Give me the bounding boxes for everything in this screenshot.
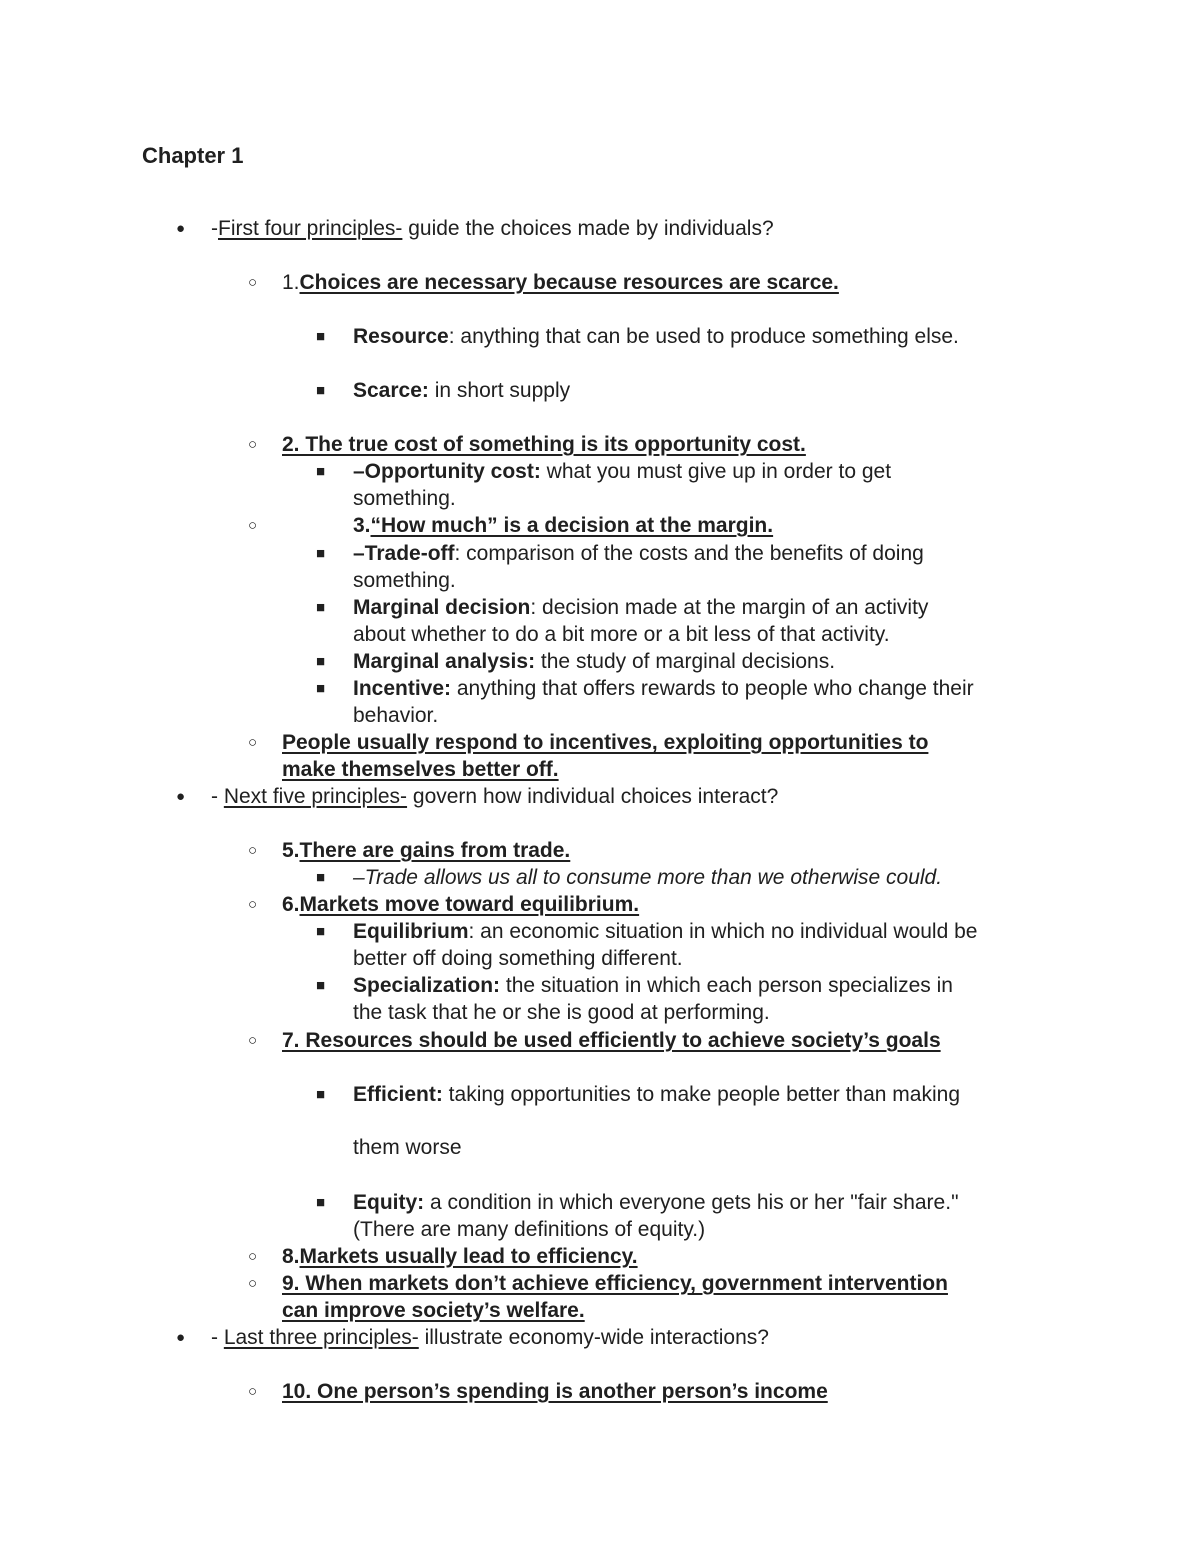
definition-equilibrium: Equilibrium: an economic situation in which no individual would be <box>353 920 978 943</box>
definition-specialization: Specialization: the situation in which each person specializes in <box>353 974 953 997</box>
definition-equity: Equity: a condition in which everyone gets his or her "fair share." <box>353 1191 959 1214</box>
definition-marginal-decision-cont: about whether to do a bit more or a bit less of that activity. <box>353 623 890 646</box>
principle-5: 5.There are gains from trade. <box>282 839 571 862</box>
principle-2: 2. The true cost of something is its opportunity cost. <box>282 433 806 456</box>
principle-4: People usually respond to incentives, exploiting opportunities to <box>282 731 929 754</box>
principle-8: 8.Markets usually lead to efficiency. <box>282 1245 638 1268</box>
bullet-circle: ○ <box>248 436 258 453</box>
bullet-circle: ○ <box>248 1383 258 1400</box>
definition-equity-cont: (There are many definitions of equity.) <box>353 1218 706 1241</box>
bullet-circle: ○ <box>248 517 258 534</box>
definition-incentive-cont: behavior. <box>353 704 439 727</box>
principle-9: 9. When markets don’t achieve efficiency, government intervention <box>282 1272 948 1295</box>
section-link: Next five principles- <box>223 785 408 808</box>
bullet-square: ■ <box>316 1194 326 1211</box>
bullet-square: ■ <box>316 1086 326 1103</box>
bullet-square: ■ <box>316 680 326 697</box>
bullet-square: ■ <box>316 653 326 670</box>
definition-trade-off-cont: something. <box>353 569 456 592</box>
bullet-circle: ○ <box>248 842 258 859</box>
bullet-circle: ○ <box>248 1248 258 1265</box>
principle-1: 1.Choices are necessary because resources are scarce. <box>282 271 839 294</box>
section-next-five: - Next five principles- govern how individual choices interact? <box>211 785 779 808</box>
definition-equilibrium-cont: better off doing something different. <box>353 947 683 970</box>
chapter-title: Chapter 1 <box>142 143 244 168</box>
definition-incentive: Incentive: anything that offers rewards to people who change their <box>353 677 974 700</box>
section-link: First four principles- <box>218 217 403 240</box>
trade-note: –Trade allows us all to consume more than we otherwise could. <box>353 866 943 889</box>
bullet-disc: ● <box>176 1329 186 1346</box>
bullet-square: ■ <box>316 869 326 886</box>
definition-marginal-decision: Marginal decision: decision made at the margin of an activity <box>353 596 929 619</box>
definition-efficient: Efficient: taking opportunities to make people better than making <box>353 1083 960 1106</box>
bullet-disc: ● <box>176 220 186 237</box>
bullet-square: ■ <box>316 328 326 345</box>
principle-4-cont: make themselves better off. <box>282 758 559 781</box>
bullet-square: ■ <box>316 599 326 616</box>
definition-opportunity-cost-cont: something. <box>353 487 456 510</box>
definition-opportunity-cost: –Opportunity cost: what you must give up in order to get <box>353 460 892 483</box>
definition-marginal-analysis: Marginal analysis: the study of marginal decisions. <box>353 650 836 673</box>
principle-6: 6.Markets move toward equilibrium. <box>282 893 640 916</box>
bullet-square: ■ <box>316 977 326 994</box>
bullet-circle: ○ <box>248 896 258 913</box>
definition-efficient-cont: them worse <box>353 1136 462 1159</box>
bullet-circle: ○ <box>248 734 258 751</box>
section-link: Last three principles- <box>223 1326 419 1349</box>
principle-7: 7. Resources should be used efficiently to achieve society’s goals <box>282 1029 941 1052</box>
principle-9-cont: can improve society’s welfare. <box>282 1299 585 1322</box>
bullet-circle: ○ <box>248 1032 258 1049</box>
principle-3: 3.“How much” is a decision at the margin. <box>353 514 774 537</box>
section-first-four: -First four principles- guide the choices made by individuals? <box>211 217 774 240</box>
bullet-square: ■ <box>316 545 326 562</box>
definition-scarce: Scarce: in short supply <box>353 379 571 402</box>
definition-resource: Resource: anything that can be used to produce something else. <box>353 325 959 348</box>
bullet-square: ■ <box>316 382 326 399</box>
section-last-three: - Last three principles- illustrate economy-wide interactions? <box>211 1326 769 1349</box>
principle-10: 10. One person’s spending is another person’s income <box>282 1380 828 1403</box>
bullet-square: ■ <box>316 463 326 480</box>
bullet-disc: ● <box>176 788 186 805</box>
bullet-square: ■ <box>316 923 326 940</box>
bullet-circle: ○ <box>248 274 258 291</box>
definition-trade-off: –Trade-off: comparison of the costs and the benefits of doing <box>353 542 924 565</box>
definition-specialization-cont: the task that he or she is good at performing. <box>353 1001 770 1024</box>
bullet-circle: ○ <box>248 1275 258 1292</box>
